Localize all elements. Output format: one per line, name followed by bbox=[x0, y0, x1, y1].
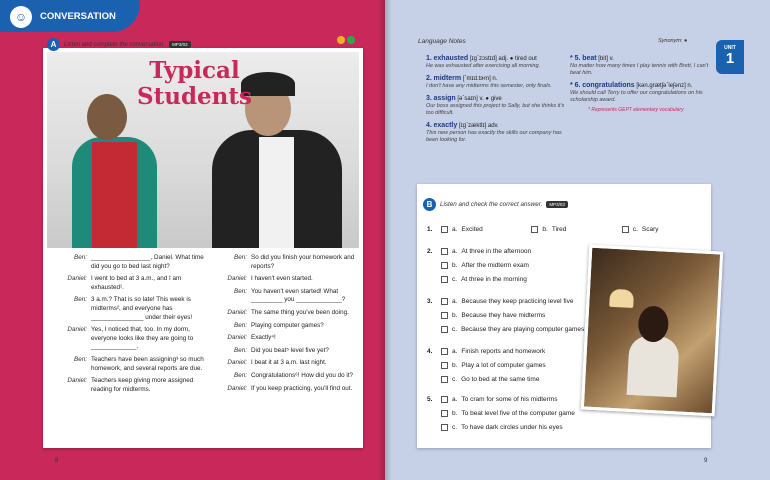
audio-icons bbox=[337, 36, 355, 44]
vocab-item bbox=[426, 75, 566, 90]
option-text: Tired bbox=[551, 225, 567, 233]
vocab-number: 4. bbox=[426, 122, 432, 129]
vocab-example: Our boss assigned this project to Sally, but she thinks it's too difficult. bbox=[426, 103, 565, 116]
section-b-instruction bbox=[423, 198, 568, 211]
dialogue-line bbox=[47, 296, 205, 322]
student-shirt bbox=[259, 137, 294, 248]
line-text: If you keep practicing, you'll find out. bbox=[251, 384, 353, 392]
answer-option bbox=[427, 244, 531, 258]
dialogue-line bbox=[207, 385, 359, 394]
option-text: Play a lot of computer games bbox=[461, 361, 546, 369]
answer-checkbox[interactable] bbox=[441, 348, 448, 355]
option-text: Finish reports and homework bbox=[461, 347, 546, 355]
option-letter: a. bbox=[452, 297, 458, 305]
answer-checkbox[interactable] bbox=[441, 312, 448, 319]
line-text: So did you finish your homework and reports? bbox=[251, 254, 355, 270]
dialogue-line bbox=[207, 275, 359, 284]
line-text: I haven't even started. bbox=[251, 275, 313, 283]
conversation-card bbox=[43, 40, 363, 448]
gept-note: * Represents GEPT elementary vocabulary bbox=[588, 107, 684, 113]
option-letter: a. bbox=[452, 247, 458, 255]
option-text: To have dark circles under his eyes bbox=[461, 423, 563, 431]
speaker: Daniel: bbox=[227, 384, 247, 392]
answer-option bbox=[427, 420, 575, 434]
vocab-number: * 6. bbox=[570, 82, 581, 89]
dialogue-line bbox=[207, 254, 359, 271]
option-letter: b. bbox=[452, 409, 458, 417]
studying-girl-photo bbox=[581, 245, 723, 417]
option-letter: c. bbox=[632, 225, 638, 233]
option-text: After the midterm exam bbox=[461, 261, 529, 269]
answer-option bbox=[427, 392, 575, 406]
vocab-number: 3. bbox=[426, 95, 432, 102]
vocab-item bbox=[570, 82, 710, 104]
answer-checkbox[interactable] bbox=[531, 226, 538, 233]
section-a-letter: A bbox=[47, 38, 60, 51]
speaker: Daniel: bbox=[227, 308, 247, 316]
option-letter: c. bbox=[452, 325, 458, 333]
speaker: Daniel: bbox=[227, 275, 247, 283]
vocab-pron: [bit] v. bbox=[598, 56, 614, 62]
option-letter: a. bbox=[452, 395, 458, 403]
question-options bbox=[427, 222, 707, 236]
line-text: I beat it at 3 a.m. last night. bbox=[251, 359, 327, 367]
language-notes-title: Language Notes bbox=[418, 38, 466, 45]
option-letter: a. bbox=[452, 225, 458, 233]
line-text: Congratulations⁶! How did you do it? bbox=[251, 371, 354, 379]
vocab-example: This new person has exactly the skills our company has been looking for. bbox=[426, 130, 562, 143]
dialogue-line bbox=[207, 334, 359, 343]
option-text: Scary bbox=[641, 225, 659, 233]
answer-checkbox[interactable] bbox=[441, 262, 448, 269]
vocab-word: congratulations bbox=[582, 82, 635, 89]
option-text: At three in the morning bbox=[461, 275, 527, 283]
vocab-item bbox=[426, 55, 566, 70]
vocab-number: 2. bbox=[426, 75, 432, 82]
option-text: Excited bbox=[461, 225, 483, 233]
dialogue-line bbox=[47, 356, 205, 373]
photo-title-line: Typical bbox=[149, 57, 240, 84]
dialogue-line bbox=[207, 322, 359, 331]
line-text: Did you beat⁵ level five yet? bbox=[251, 346, 329, 354]
section-tab bbox=[0, 0, 140, 32]
photo-title-line: Students bbox=[137, 83, 252, 110]
vocab-notes-left bbox=[426, 55, 566, 144]
speaker: Ben: bbox=[74, 254, 87, 261]
option-text: Because they have midterms bbox=[461, 311, 546, 319]
vocab-number: * 5. bbox=[570, 55, 581, 62]
vocab-example: He was exhausted after exercising all morning. bbox=[426, 63, 541, 69]
speaker: Ben: bbox=[74, 296, 87, 304]
answer-option bbox=[427, 358, 546, 372]
option-text: To cram for some of his midterms bbox=[461, 395, 558, 403]
page-number-left: 8 bbox=[55, 458, 59, 464]
question-3 bbox=[427, 294, 584, 336]
section-a-instruction bbox=[47, 38, 191, 51]
synonym-label: Synonym: bbox=[658, 38, 683, 44]
answer-option bbox=[427, 372, 546, 386]
answer-option bbox=[427, 406, 575, 420]
dialogue-line bbox=[47, 275, 205, 292]
section-tab-label: CONVERSATION bbox=[40, 10, 116, 22]
student-head bbox=[87, 94, 127, 140]
dialogue-line bbox=[207, 359, 359, 368]
line-text: Yes, I noticed that, too. In my dorm, everyone looks like they are going to _____________. bbox=[91, 326, 194, 351]
answer-option bbox=[427, 258, 531, 272]
speaker: Daniel: bbox=[67, 326, 87, 334]
page-number-right: 9 bbox=[704, 458, 708, 464]
question-4 bbox=[427, 344, 546, 386]
answer-checkbox[interactable] bbox=[441, 424, 448, 431]
unit-label: UNIT bbox=[724, 45, 736, 51]
dialogue-column-right bbox=[207, 254, 359, 397]
option-letter: c. bbox=[452, 275, 458, 283]
photo-title bbox=[137, 58, 252, 110]
option-letter: b. bbox=[452, 311, 458, 319]
option-letter: b. bbox=[452, 361, 458, 369]
mp3-badge[interactable]: MP3/02 bbox=[169, 41, 191, 48]
answer-checkbox[interactable] bbox=[622, 226, 629, 233]
line-text: Teachers have been assigning³ so much homework, and several reports are due. bbox=[91, 355, 204, 372]
student-shirt bbox=[92, 142, 137, 248]
speaker: Daniel: bbox=[67, 275, 87, 283]
question-number: 1. bbox=[427, 225, 433, 233]
option-letter: c. bbox=[452, 423, 458, 431]
answer-checkbox[interactable] bbox=[441, 298, 448, 305]
answer-checkbox[interactable] bbox=[441, 410, 448, 417]
vocab-pron: [ˋmɪd.tɝm] n. bbox=[462, 76, 498, 82]
speaker: Daniel: bbox=[227, 334, 247, 342]
question-2 bbox=[427, 244, 531, 286]
dialogue-line bbox=[47, 377, 205, 394]
vocab-pron: [ɪgˋzɔstɪd] adj. ● tired out bbox=[469, 56, 537, 62]
option-text: At three in the afternoon bbox=[461, 247, 532, 255]
vocab-number: 1. bbox=[426, 55, 432, 62]
speaker: Ben: bbox=[234, 254, 247, 261]
dialogue-line bbox=[47, 254, 205, 271]
vocab-word: exhausted bbox=[433, 55, 469, 62]
lamp-shape bbox=[609, 289, 634, 308]
answer-checkbox[interactable] bbox=[441, 376, 448, 383]
answer-checkbox[interactable] bbox=[441, 276, 448, 283]
question-number: 3. bbox=[427, 297, 433, 305]
vocab-pron: [əˋsaɪn] v. ● give bbox=[457, 96, 502, 102]
dialogue-line bbox=[207, 347, 359, 356]
option-text: Go to bed at the same time bbox=[461, 375, 540, 383]
section-a-instruction-text: Listen and complete the conversation. bbox=[64, 41, 166, 48]
conversation-icon: ☺ bbox=[10, 6, 32, 28]
speaker: Daniel: bbox=[67, 377, 87, 385]
synonym-legend bbox=[658, 38, 687, 44]
speaker: Ben: bbox=[234, 371, 247, 379]
question-number: 2. bbox=[427, 247, 433, 255]
line-text: Teachers keep giving more assigned reading for midterms. bbox=[91, 377, 194, 393]
line-text: Exactly⁴! bbox=[251, 334, 276, 342]
dialogue-line bbox=[207, 372, 359, 381]
vocab-notes-right bbox=[570, 55, 710, 104]
answer-option bbox=[427, 272, 531, 286]
audio-dot-icon bbox=[337, 36, 345, 44]
section-b-letter: B bbox=[423, 198, 436, 211]
speaker: Ben: bbox=[234, 346, 247, 354]
speaker: Daniel: bbox=[227, 359, 247, 367]
dialogue-line bbox=[207, 288, 359, 305]
speaker: Ben: bbox=[74, 355, 87, 363]
synonym-dot-icon: ● bbox=[684, 38, 688, 44]
answer-checkbox[interactable] bbox=[441, 362, 448, 369]
girl-figure bbox=[627, 335, 680, 398]
answer-checkbox[interactable] bbox=[441, 396, 448, 403]
speaker: Ben: bbox=[234, 321, 247, 329]
line-text: 3 a.m.? That is so late! This week is midterms², and everyone has _______________ under their eyes! bbox=[91, 296, 193, 321]
vocab-example: No matter how many times I play tennis with Brett, I can't beat him. bbox=[570, 63, 709, 76]
vocab-item bbox=[426, 122, 566, 144]
option-letter: c. bbox=[452, 375, 458, 383]
speaker: Ben: bbox=[234, 287, 247, 295]
dialogue-column-left bbox=[47, 254, 205, 398]
vocab-item bbox=[426, 95, 566, 117]
line-text: The same thing you've been doing. bbox=[251, 308, 349, 316]
unit-badge bbox=[716, 40, 744, 74]
question-number: 4. bbox=[427, 347, 433, 355]
answer-checkbox[interactable] bbox=[441, 248, 448, 255]
vocab-example: I don't have any midterms this semester, only finals. bbox=[426, 83, 552, 89]
answer-option bbox=[427, 344, 546, 358]
option-letter: a. bbox=[452, 347, 458, 355]
unit-number: 1 bbox=[725, 50, 735, 67]
vocab-word: midterm bbox=[433, 75, 462, 82]
page-gutter bbox=[378, 0, 392, 480]
answer-option bbox=[427, 308, 584, 322]
vocab-pron: [kən.grætʃəˋleʃənz] n. bbox=[636, 83, 693, 89]
dialogue-line bbox=[47, 326, 205, 352]
vocab-example: We should call Terry to offer our congratulations on his scholarship award. bbox=[570, 90, 703, 103]
line-text: _________________, Daniel. What time did you go to bed last night? bbox=[91, 254, 204, 270]
answer-checkbox[interactable] bbox=[441, 226, 448, 233]
line-text: I went to bed at 3 a.m., and I am exhausted¹. bbox=[91, 275, 182, 291]
question-5 bbox=[427, 392, 575, 434]
vocab-word: exactly bbox=[433, 122, 458, 129]
question-1 bbox=[427, 222, 707, 236]
answer-option bbox=[427, 294, 584, 308]
option-text: To beat level five of the computer game bbox=[461, 409, 575, 417]
option-text: Because they are playing computer games bbox=[461, 325, 585, 333]
line-text: Playing computer games? bbox=[251, 321, 324, 329]
option-letter: b. bbox=[452, 261, 458, 269]
section-b-instruction-text: Listen and check the correct answer. bbox=[440, 201, 543, 208]
vocab-word: beat bbox=[582, 55, 597, 62]
line-text: You haven't even started! What _________ you _____________? bbox=[251, 287, 346, 304]
option-letter: b. bbox=[542, 225, 548, 233]
answer-checkbox[interactable] bbox=[441, 326, 448, 333]
vocab-item bbox=[570, 55, 710, 77]
question-number: 5. bbox=[427, 395, 433, 403]
option-text: Because they keep practicing level five bbox=[461, 297, 574, 305]
students-photo bbox=[47, 52, 359, 248]
audio-dot-icon bbox=[347, 36, 355, 44]
answer-option bbox=[427, 322, 584, 336]
vocab-word: assign bbox=[433, 95, 456, 102]
dialogue-line bbox=[207, 309, 359, 318]
vocab-pron: [ɪgˋzæktlɪ] adv. bbox=[458, 123, 499, 129]
mp3-badge[interactable]: MP3/03 bbox=[546, 201, 568, 208]
